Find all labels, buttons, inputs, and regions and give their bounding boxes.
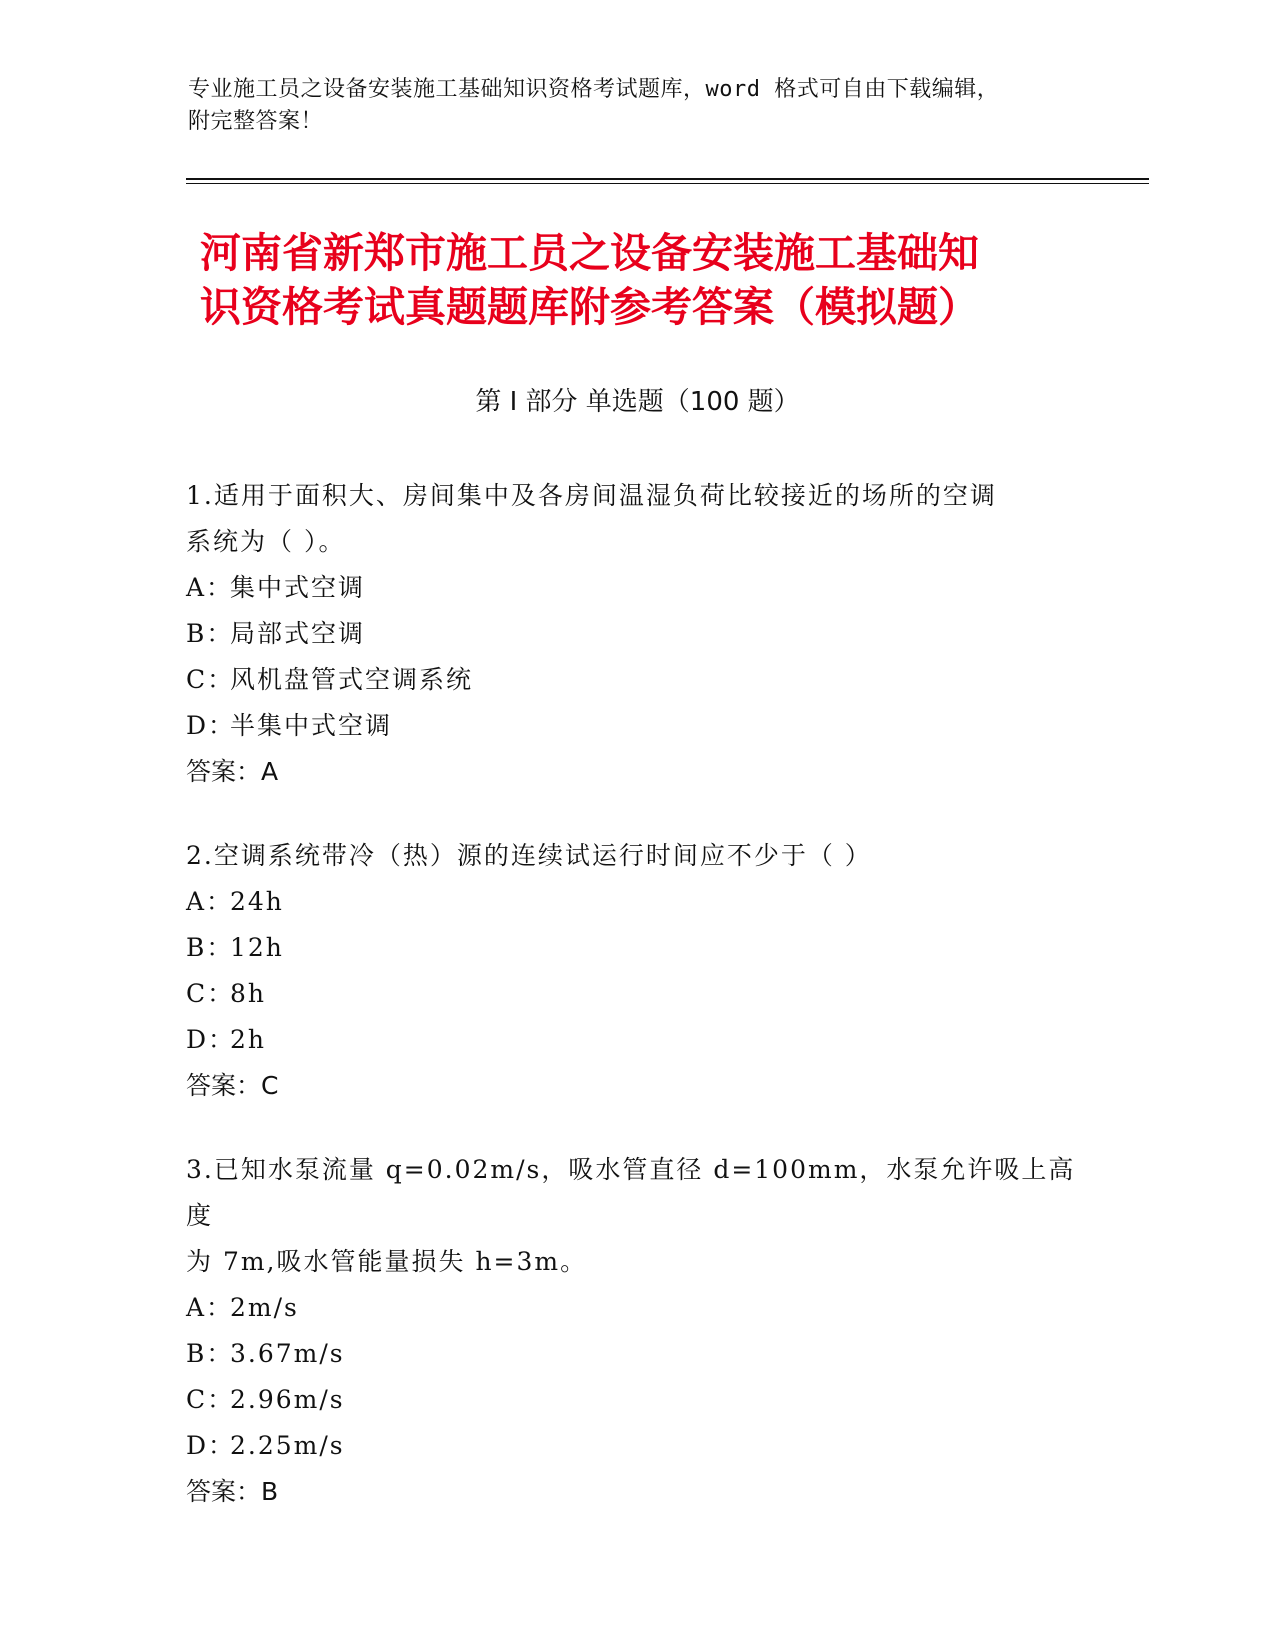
option-text: 3.67m/s <box>230 1339 345 1368</box>
header-note <box>188 74 1068 138</box>
header-note-line: 专业施工员之设备安装施工基础知识资格考试题库，word 格式可自由下载编辑， <box>188 77 1000 102</box>
option-a <box>186 1285 1086 1331</box>
option-text: 半集中式空调 <box>230 711 393 740</box>
option-key: C： <box>186 665 235 694</box>
option-text: 12h <box>230 933 284 962</box>
answer: 答案：B <box>186 1477 279 1506</box>
answer: 答案：C <box>186 1071 279 1100</box>
option-a <box>186 565 1086 611</box>
question <box>186 833 1086 1109</box>
option-b <box>186 1331 1086 1377</box>
option-d <box>186 703 1086 749</box>
option-key: C： <box>186 1385 235 1414</box>
option-key: B： <box>186 1339 234 1368</box>
document-title <box>200 226 1100 334</box>
question-stem: 2.空调系统带冷（热）源的连续试运行时间应不少于（ ） <box>186 841 872 870</box>
option-text: 风机盘管式空调系统 <box>230 665 474 694</box>
option-b <box>186 611 1086 657</box>
document-title-line: 河南省新郑市施工员之设备安装施工基础知 <box>200 229 979 277</box>
option-c <box>186 1377 1086 1423</box>
document-title-line: 识资格考试真题题库附参考答案（模拟题） <box>200 283 979 331</box>
question-stem: 3.已知水泵流量 q=0.02m/s，吸水管直径 d=100mm，水泵允许吸上高度 <box>186 1155 1076 1230</box>
option-key: D： <box>186 1431 236 1460</box>
option-text: 集中式空调 <box>230 573 366 602</box>
option-text: 2m/s <box>230 1293 299 1322</box>
option-c <box>186 971 1086 1017</box>
option-text: 24h <box>230 887 284 916</box>
option-key: D： <box>186 711 236 740</box>
option-key: A： <box>186 887 234 916</box>
option-a <box>186 879 1086 925</box>
option-key: B： <box>186 933 234 962</box>
option-text: 局部式空调 <box>230 619 366 648</box>
question-list <box>186 473 1086 1553</box>
option-text: 2.96m/s <box>230 1385 345 1414</box>
question-stem: 为 7m,吸水管能量损失 h=3m。 <box>186 1247 588 1276</box>
option-text: 8h <box>230 979 267 1008</box>
option-key: C： <box>186 979 235 1008</box>
option-text: 2.25m/s <box>230 1431 345 1460</box>
header-note-line: 附完整答案！ <box>188 109 324 134</box>
option-b <box>186 925 1086 971</box>
option-text: 2h <box>230 1025 267 1054</box>
question-stem: 系统为（ ）。 <box>186 527 346 556</box>
option-key: A： <box>186 573 234 602</box>
question-stem: 1.适用于面积大、房间集中及各房间温湿负荷比较接近的场所的空调 <box>186 481 997 510</box>
option-c <box>186 657 1086 703</box>
answer: 答案：A <box>186 757 279 786</box>
option-d <box>186 1017 1086 1063</box>
section-heading: 第 I 部分 单选题（100 题） <box>475 387 800 417</box>
header-divider-thin <box>186 183 1149 184</box>
question <box>186 1147 1086 1515</box>
option-d <box>186 1423 1086 1469</box>
option-key: A： <box>186 1293 234 1322</box>
header-divider <box>186 178 1149 180</box>
option-key: B： <box>186 619 234 648</box>
option-key: D： <box>186 1025 236 1054</box>
question <box>186 473 1086 795</box>
